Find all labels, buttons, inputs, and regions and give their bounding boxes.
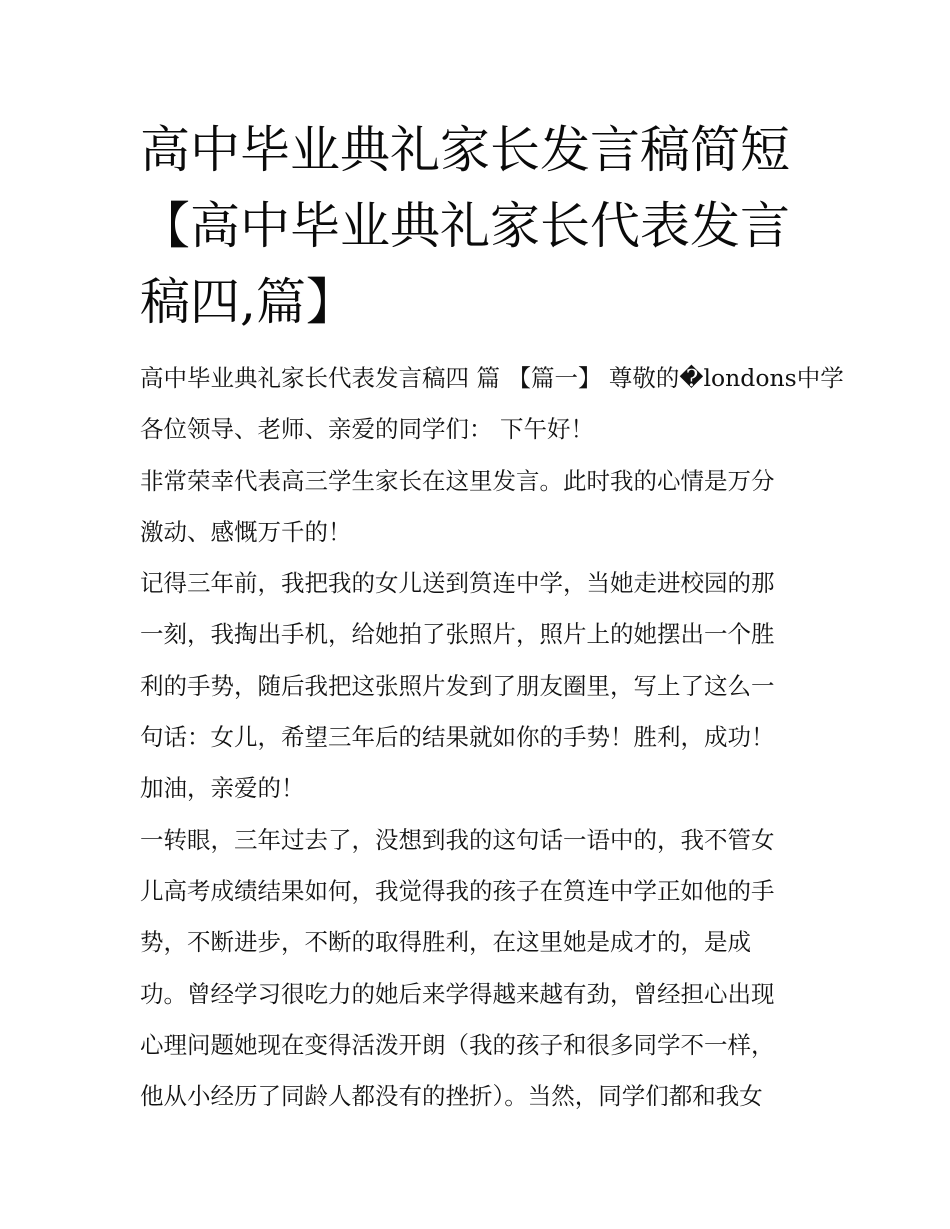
document-title [140, 112, 820, 340]
body-line: 势，不断进步，不断的取得胜利，在这里她是成才的，是成 [140, 928, 751, 957]
body-line: 各位领导、老师、亲爱的同学们： 下午好！ [140, 415, 594, 444]
body-line: 他从小经历了同龄人都没有的挫折）。当然，同学们都和我女 [140, 1082, 763, 1111]
title-line: 【高中毕业典礼家长代表发言 [140, 197, 790, 255]
body-line: 激动、感慨万千的！ [140, 517, 352, 546]
body-line: 非常荣幸代表高三学生家长在这里发言。此时我的心情是万分 [140, 466, 775, 495]
body-line: 功。曾经学习很吃力的她后来学得越来越有劲，曾经担心出现 [140, 979, 775, 1008]
document-body [140, 353, 844, 1122]
title-line: 稿四,篇】 [140, 273, 356, 331]
body-line: 记得三年前，我把我的女儿送到筼连中学，当她走进校园的那 [140, 569, 775, 598]
body-line: 心理问题她现在变得活泼开朗（我的孩子和很多同学不一样， [140, 1030, 775, 1059]
body-line: 儿高考成绩结果如何，我觉得我的孩子在筼连中学正如他的手 [140, 876, 775, 905]
title-line: 高中毕业典礼家长发言稿简短 [140, 121, 790, 179]
body-line: 高中毕业典礼家长代表发言稿四 篇 【篇一】 尊敬的�londons中学 [140, 364, 844, 392]
body-line: 加油，亲爱的！ [140, 774, 305, 803]
body-line: 一刻，我掏出手机，给她拍了张照片，照片上的她摆出一个胜 [140, 620, 775, 649]
body-line: 句话：女儿，希望三年后的结果就如你的手势！胜利，成功！ [140, 723, 775, 752]
body-line: 利的手势，随后我把这张照片发到了朋友圈里，写上了这么一 [140, 671, 775, 700]
body-line: 一转眼，三年过去了，没想到我的这句话一语中的，我不管女 [140, 825, 775, 854]
